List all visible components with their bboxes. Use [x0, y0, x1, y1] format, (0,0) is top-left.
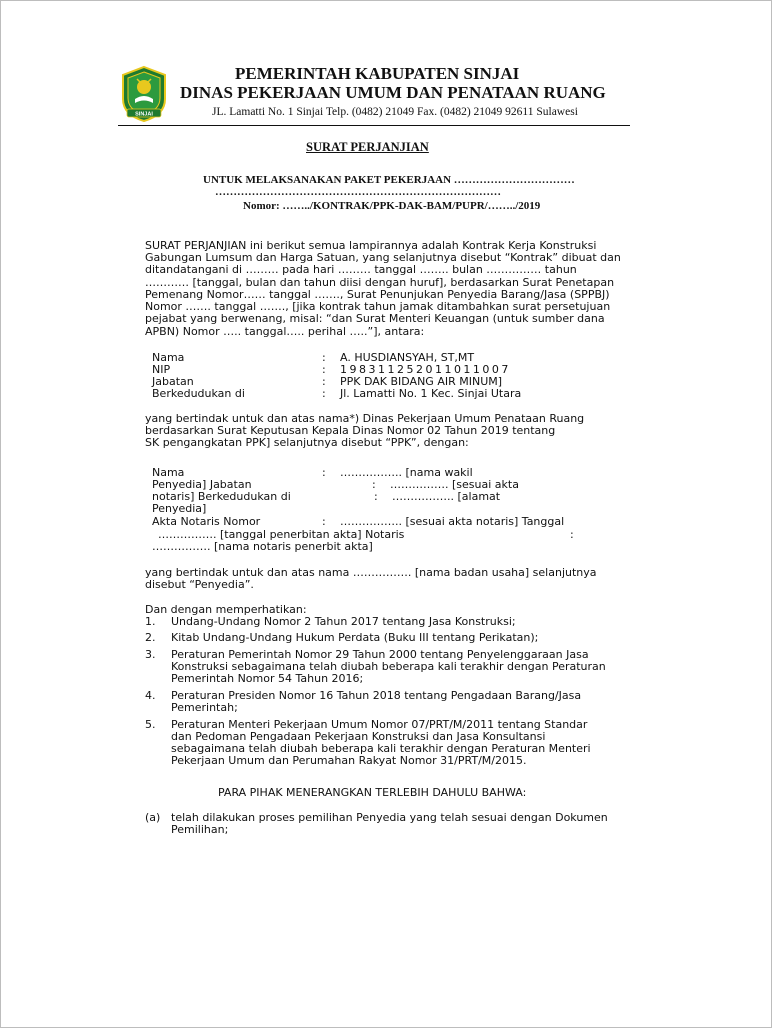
parties-point-line: telah dilakukan proses pemilihan Penyedia yang telah sesuai dengan Dokumen: [171, 811, 608, 824]
penyedia-location-label: notaris] Berkedudukan di: [152, 490, 291, 503]
considering-item-number: 5.: [145, 718, 156, 731]
considering-item-line: Pekerjaan Umum dan Perumahan Rakyat Nomor 31/PRT/M/2015.: [171, 754, 527, 767]
ppk-position-value: PPK DAK BIDANG AIR MINUM]: [340, 375, 503, 388]
considering-item-line: Pemerintah;: [171, 701, 238, 714]
sinjai-regency-emblem-icon: [119, 65, 169, 123]
considering-item-line: Pemerintah Nomor 54 Tahun 2016;: [171, 672, 364, 685]
ppk-name-sep: :: [322, 351, 326, 364]
considering-item-line: dan Pedoman Pengadaan Pekerjaan Konstruksi dan Jasa Konsultansi: [171, 730, 546, 743]
notary-deed-sep: :: [322, 515, 326, 528]
penyedia-position-label: Penyedia] Jabatan: [152, 478, 252, 491]
logo-text: SINJAI: [135, 111, 153, 118]
considering-item-line: Kitab Undang-Undang Hukum Perdata (Buku III tentang Perikatan);: [171, 631, 539, 644]
ppk-acting-line: SK pengangkatan PPK] selanjutnya disebut “PPK”, dengan:: [145, 436, 469, 449]
document-title: SURAT PERJANJIAN: [306, 140, 429, 154]
subtitle-dots: ……………………………………………………………………: [215, 186, 501, 198]
intro-line: ………… [tanggal, bulan dan tahun diisi dengan huruf], berdasarkan Surat Penetapan: [145, 276, 615, 289]
ppk-nip-sep: :: [322, 363, 326, 376]
notary-date-sep: :: [570, 528, 574, 541]
considering-item-line: Undang-Undang Nomor 2 Tahun 2017 tentang Jasa Konstruksi;: [171, 615, 516, 628]
notary-date-value: ……………. [tanggal penerbitan akta] Notaris: [158, 528, 405, 541]
considering-intro: Dan dengan memperhatikan:: [145, 603, 307, 616]
ppk-name-label: Nama: [152, 351, 185, 364]
intro-line: SURAT PERJANJIAN ini berikut semua lampirannya adalah Kontrak Kerja Konstruksi: [145, 239, 597, 252]
considering-item-number: 4.: [145, 689, 156, 702]
considering-item-number: 3.: [145, 648, 156, 661]
considering-item-line: Peraturan Presiden Nomor 16 Tahun 2018 tentang Pengadaan Barang/Jasa: [171, 689, 582, 702]
considering-item-line: Peraturan Pemerintah Nomor 29 Tahun 2000 tentang Penyelenggaraan Jasa: [171, 648, 589, 661]
penyedia-acting-line: disebut “Penyedia”.: [145, 578, 254, 591]
notary-deed-value: …………….. [sesuai akta notaris] Tanggal: [340, 515, 565, 528]
intro-line: Gabungan Lumsum dan Harga Satuan, yang selanjutnya disebut “Kontrak” dibuat dan: [145, 251, 621, 264]
ppk-nip-value: 1 9 8 3 1 1 2 5 2 0 1 1 0 1 1 0 0 7: [340, 363, 508, 376]
ppk-acting-line: berdasarkan Surat Keputusan Kepala Dinas Nomor 02 Tahun 2019 tentang: [145, 424, 556, 437]
considering-item-number: 1.: [145, 615, 156, 628]
intro-line: APBN) Nomor ….. tanggal….. perihal …..”], antara:: [145, 325, 425, 338]
letterhead-address: JL. Lamatti No. 1 Sinjai Telp. (0482) 21049 Fax. (0482) 21049 92611 Sulawesi: [212, 106, 578, 118]
letterhead-line1: PEMERINTAH KABUPATEN SINJAI: [235, 64, 520, 83]
ppk-location-sep: :: [322, 387, 326, 400]
considering-item-number: 2.: [145, 631, 156, 644]
document-number: Nomor: ……../KONTRAK/PPK-DAK-BAM/PUPR/……../2019: [243, 200, 541, 212]
parties-point-line: Pemilihan;: [171, 823, 229, 836]
intro-line: Pemenang Nomor…… tanggal ……., Surat Penunjukan Penyedia Barang/Jasa (SPPBJ): [145, 288, 610, 301]
ppk-location-value: Jl. Lamatti No. 1 Kec. Sinjai Utara: [340, 387, 522, 400]
ppk-position-sep: :: [322, 375, 326, 388]
ppk-location-label: Berkedudukan di: [152, 387, 245, 400]
penyedia-name-label: Nama: [152, 466, 185, 479]
penyedia-position-sep: :: [372, 478, 376, 491]
notary-name-value: ……………. [nama notaris penerbit akta]: [152, 540, 373, 553]
penyedia-acting-line: yang bertindak untuk dan atas nama ……………. [nama badan usaha] selanjutnya: [145, 566, 597, 579]
ppk-name-value: A. HUSDIANSYAH, ST,MT: [340, 351, 475, 364]
penyedia-location-sep: :: [374, 490, 378, 503]
ppk-acting-line: yang bertindak untuk dan atas nama*) Dinas Pekerjaan Umum Penataan Ruang: [145, 412, 585, 425]
ppk-position-label: Jabatan: [152, 375, 194, 388]
intro-line: Nomor ……. tanggal ……., [jika kontrak tahun jamak ditambahkan surat persetujuan: [145, 300, 611, 313]
parties-statement: PARA PIHAK MENERANGKAN TERLEBIH DAHULU BAHWA:: [218, 786, 527, 799]
notary-deed-label: Akta Notaris Nomor: [152, 515, 261, 528]
penyedia-name-value: …………….. [nama wakil: [340, 466, 473, 479]
letterhead-line2: DINAS PEKERJAAN UMUM DAN PENATAAN RUANG: [180, 83, 606, 102]
parties-point-number: (a): [145, 811, 161, 824]
intro-line: ditandatangani di ……… pada hari ……… tanggal …….. bulan …………… tahun: [145, 263, 577, 276]
penyedia-position-value: ……………. [sesuai akta: [390, 478, 519, 491]
intro-line: pejabat yang berwenang, misal: “dan Surat Menteri Keuangan (untuk sumber dana: [145, 312, 605, 325]
ppk-nip-label: NIP: [152, 363, 171, 376]
penyedia-name-sep: :: [322, 466, 326, 479]
penyedia-location-cont: Penyedia]: [152, 502, 207, 515]
subtitle-package: UNTUK MELAKSANAKAN PAKET PEKERJAAN ……………………………: [203, 174, 575, 186]
considering-item-line: Konstruksi sebagaimana telah diubah beberapa kali terakhir dengan Peraturan: [171, 660, 606, 673]
considering-item-line: Peraturan Menteri Pekerjaan Umum Nomor 07/PRT/M/2011 tentang Standar: [171, 718, 588, 731]
considering-item-line: sebagaimana telah diubah beberapa kali terakhir dengan Peraturan Menteri: [171, 742, 591, 755]
letterhead-rule: [118, 125, 630, 126]
penyedia-location-value: …………….. [alamat: [392, 490, 501, 503]
